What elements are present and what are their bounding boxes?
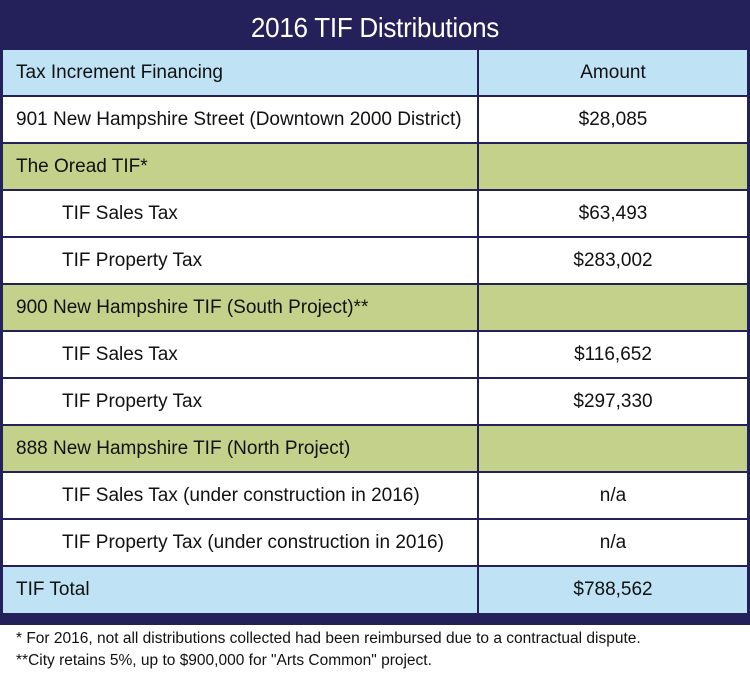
row-label: 901 New Hampshire Street (Downtown 2000 District) — [3, 97, 479, 144]
footnote: * For 2016, not all distributions collected had been reimbursed due to a contractual dispute. — [16, 630, 641, 647]
table-row — [3, 97, 747, 144]
row-amount: n/a — [479, 520, 747, 567]
group-amount — [479, 426, 747, 473]
table-row — [3, 473, 747, 520]
row-amount: $283,002 — [479, 238, 747, 285]
table-row — [3, 332, 747, 379]
row-amount: $297,330 — [479, 379, 747, 426]
table-row — [3, 520, 747, 567]
group-label: 900 New Hampshire TIF (South Project)** — [3, 285, 479, 332]
row-amount: $63,493 — [479, 191, 747, 238]
table-row — [3, 238, 747, 285]
table-group-row — [3, 144, 747, 191]
row-label: TIF Sales Tax — [3, 332, 479, 379]
row-label: TIF Sales Tax (under construction in 2016) — [3, 473, 479, 520]
row-amount: n/a — [479, 473, 747, 520]
row-label: TIF Property Tax — [3, 379, 479, 426]
row-amount: $116,652 — [479, 332, 747, 379]
table-group-row — [3, 426, 747, 473]
row-label: TIF Property Tax (under construction in 2016) — [3, 520, 479, 567]
group-amount — [479, 285, 747, 332]
table-header-row — [3, 50, 747, 97]
group-label: 888 New Hampshire TIF (North Project) — [3, 426, 479, 473]
row-label: TIF Sales Tax — [3, 191, 479, 238]
group-label: The Oread TIF* — [3, 144, 479, 191]
footnotes — [16, 628, 641, 672]
row-amount: $28,085 — [479, 97, 747, 144]
table-title: 2016 TIF Distributions — [29, 3, 721, 50]
tif-table — [3, 50, 747, 613]
table-total-row — [3, 567, 747, 613]
table-row — [3, 379, 747, 426]
total-amount: $788,562 — [479, 567, 747, 613]
footnote: **City retains 5%, up to $900,000 for "Arts Common" project. — [16, 652, 432, 669]
total-label: TIF Total — [3, 567, 479, 613]
header-amount-cell: Amount — [479, 50, 747, 97]
table-row — [3, 191, 747, 238]
group-amount — [479, 144, 747, 191]
table-group-row — [3, 285, 747, 332]
row-label: TIF Property Tax — [3, 238, 479, 285]
header-label-cell: Tax Increment Financing — [3, 50, 479, 97]
